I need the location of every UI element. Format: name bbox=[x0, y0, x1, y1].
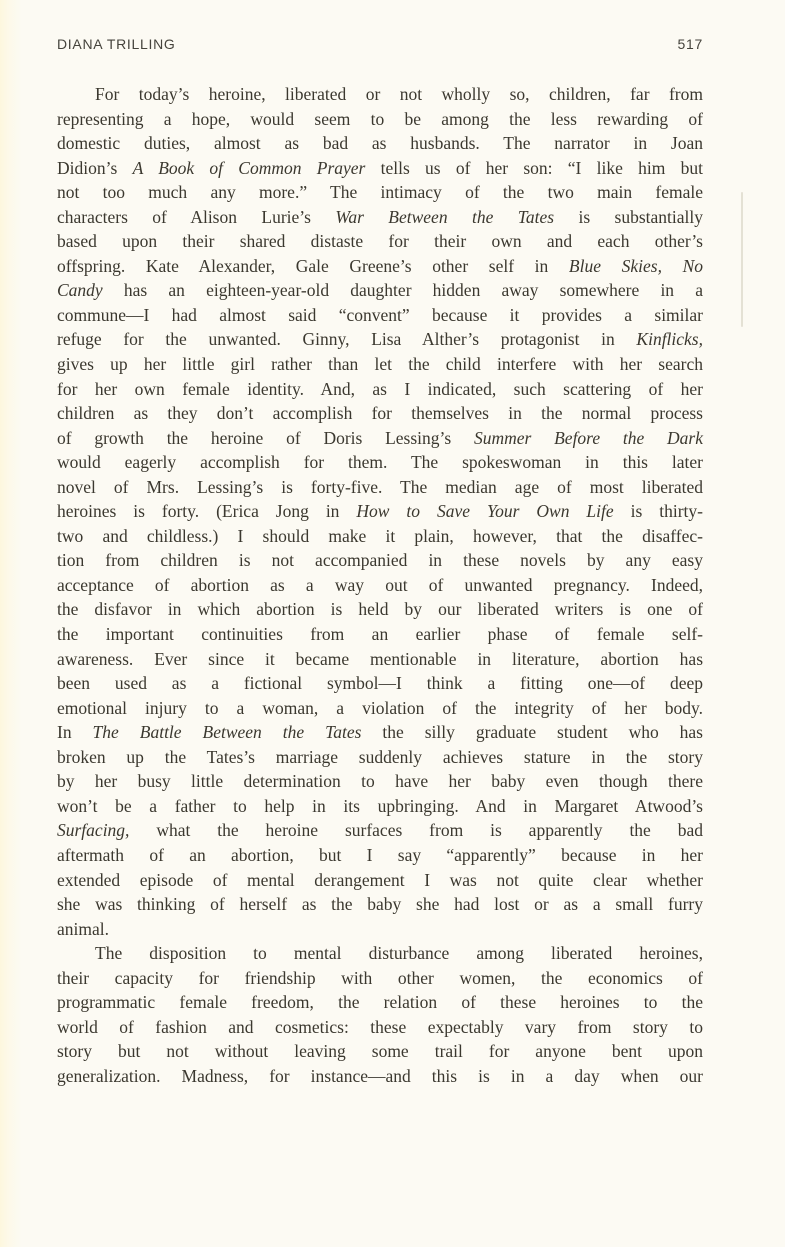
text-segment: their capacity for friendship with other women, the economics of bbox=[57, 967, 703, 988]
text-line bbox=[57, 475, 703, 500]
text-segment: characters of Alison Lurie’s bbox=[57, 206, 336, 227]
book-title-italic: A Book of Common Prayer bbox=[132, 157, 366, 178]
text-line bbox=[57, 499, 703, 524]
text-line bbox=[57, 1039, 703, 1064]
text-line bbox=[57, 82, 703, 107]
text-segment: of growth the heroine of Doris Lessing’s bbox=[57, 427, 474, 448]
text-segment: novel of Mrs. Lessing’s is forty-five. The median age of most liberated bbox=[57, 476, 703, 497]
text-line bbox=[57, 327, 703, 352]
book-title-italic: War Between the Tates bbox=[335, 206, 555, 227]
text-segment: based upon their shared distaste for their own and each other’s bbox=[57, 231, 703, 252]
book-title-italic: Surfacing, bbox=[57, 820, 130, 841]
text-segment: representing a hope, would seem to be among the less rewarding of bbox=[57, 108, 703, 129]
text-segment: The disposition to mental disturbance among liberated heroines, bbox=[95, 943, 703, 964]
text-line bbox=[57, 548, 703, 573]
text-segment: awareness. Ever since it became mentionable in literature, abortion has bbox=[57, 648, 703, 669]
text-line bbox=[57, 1064, 703, 1089]
text-line bbox=[57, 229, 703, 254]
text-segment: domestic duties, almost as bad as husbands. The narrator in Joan bbox=[57, 133, 703, 154]
text-line bbox=[57, 131, 703, 156]
text-line bbox=[57, 720, 703, 745]
text-segment: tion from children is not accompanied in these novels by any easy bbox=[57, 550, 703, 571]
text-segment: broken up the Tates’s marriage suddenly achieves stature in the story bbox=[57, 746, 703, 767]
running-head-author: DIANA TRILLING bbox=[57, 36, 176, 52]
text-line bbox=[57, 671, 703, 696]
book-title-italic: Kinflicks, bbox=[636, 329, 703, 350]
text-line bbox=[57, 524, 703, 549]
text-line bbox=[57, 745, 703, 770]
text-line bbox=[57, 352, 703, 377]
text-line bbox=[57, 573, 703, 598]
text-segment: commune—I had almost said “convent” because it provides a similar bbox=[57, 304, 703, 325]
text-segment: for her own female identity. And, as I indicated, such scattering of her bbox=[57, 378, 703, 399]
book-title-italic: Candy bbox=[57, 280, 103, 301]
text-segment: In bbox=[57, 722, 93, 743]
running-header bbox=[57, 36, 703, 52]
text-line bbox=[57, 868, 703, 893]
text-segment: acceptance of abortion as a way out of unwanted pregnancy. Indeed, bbox=[57, 574, 703, 595]
text-segment: animal. bbox=[57, 918, 109, 939]
text-line bbox=[57, 254, 703, 279]
text-line bbox=[57, 794, 703, 819]
text-segment: two and childless.) I should make it plain, however, that the disaffec- bbox=[57, 525, 703, 546]
text-line bbox=[57, 843, 703, 868]
text-line bbox=[57, 1015, 703, 1040]
text-segment: been used as a fictional symbol—I think a fitting one—of deep bbox=[57, 673, 703, 694]
text-line bbox=[57, 426, 703, 451]
text-line bbox=[57, 696, 703, 721]
text-line bbox=[57, 303, 703, 328]
text-segment: children as they don’t accomplish for themselves in the normal process bbox=[57, 403, 703, 424]
text-segment: won’t be a father to help in its upbringing. And in Margaret Atwood’s bbox=[57, 795, 703, 816]
text-segment: she was thinking of herself as the baby she had lost or as a small furry bbox=[57, 894, 703, 915]
page-body-text bbox=[57, 82, 703, 1088]
text-line bbox=[57, 107, 703, 132]
page-left-edge-shading bbox=[0, 0, 22, 1247]
text-segment: offspring. Kate Alexander, Gale Greene’s other self in bbox=[57, 255, 569, 276]
text-segment: what the heroine surfaces from is apparently the bad bbox=[129, 820, 703, 841]
text-segment: the disfavor in which abortion is held by our liberated writers is one of bbox=[57, 599, 703, 620]
text-line bbox=[57, 180, 703, 205]
text-line bbox=[57, 818, 703, 843]
text-line bbox=[57, 990, 703, 1015]
text-segment: Didion’s bbox=[57, 157, 133, 178]
text-segment: the silly graduate student who has bbox=[361, 722, 703, 743]
text-segment: has an eighteen-year-old daughter hidden away somewhere in a bbox=[102, 280, 703, 301]
text-line bbox=[57, 156, 703, 181]
text-line bbox=[57, 401, 703, 426]
text-line bbox=[57, 892, 703, 917]
text-line bbox=[57, 597, 703, 622]
text-segment: by her busy little determination to have her baby even though there bbox=[57, 771, 703, 792]
text-segment: is substantially bbox=[554, 206, 703, 227]
text-segment: heroines is forty. (Erica Jong in bbox=[57, 501, 357, 522]
text-segment: aftermath of an abortion, but I say “apparently” because in her bbox=[57, 844, 703, 865]
text-segment: gives up her little girl rather than let the child interfere with her search bbox=[57, 354, 703, 375]
text-segment: tells us of her son: “I like him but bbox=[365, 157, 703, 178]
text-segment: the important continuities from an earlier phase of female self- bbox=[57, 624, 703, 645]
text-line bbox=[57, 647, 703, 672]
text-line bbox=[57, 622, 703, 647]
text-line bbox=[57, 966, 703, 991]
book-title-italic: How to Save Your Own Life bbox=[356, 501, 614, 522]
text-line bbox=[57, 278, 703, 303]
text-segment: not too much any more.” The intimacy of the two main female bbox=[57, 182, 703, 203]
book-title-italic: Blue Skies, No bbox=[568, 255, 703, 276]
text-line bbox=[57, 450, 703, 475]
text-segment: extended episode of mental derangement I was not quite clear whether bbox=[57, 869, 703, 890]
text-segment: generalization. Madness, for instance—and this is in a day when our bbox=[57, 1065, 703, 1086]
text-segment: world of fashion and cosmetics: these expectably vary from story to bbox=[57, 1016, 703, 1037]
text-line bbox=[57, 941, 703, 966]
running-head-page-number: 517 bbox=[677, 36, 703, 52]
book-title-italic: Summer Before the Dark bbox=[473, 427, 703, 448]
text-segment: refuge for the unwanted. Ginny, Lisa Alther’s protagonist in bbox=[57, 329, 637, 350]
text-segment: programmatic female freedom, the relation of these heroines to the bbox=[57, 992, 703, 1013]
text-line bbox=[57, 769, 703, 794]
text-segment: is thirty- bbox=[613, 501, 703, 522]
text-segment: emotional injury to a woman, a violation of the integrity of her body. bbox=[57, 697, 703, 718]
text-segment: would eagerly accomplish for them. The spokeswoman in this later bbox=[57, 452, 703, 473]
text-line bbox=[57, 377, 703, 402]
text-line bbox=[57, 205, 703, 230]
book-title-italic: The Battle Between the Tates bbox=[92, 722, 362, 743]
text-line bbox=[57, 917, 703, 942]
scan-crease-artifact bbox=[741, 192, 743, 327]
text-segment: For today’s heroine, liberated or not wholly so, children, far from bbox=[95, 84, 703, 104]
text-segment: story but not without leaving some trail for anyone bent upon bbox=[57, 1041, 703, 1062]
